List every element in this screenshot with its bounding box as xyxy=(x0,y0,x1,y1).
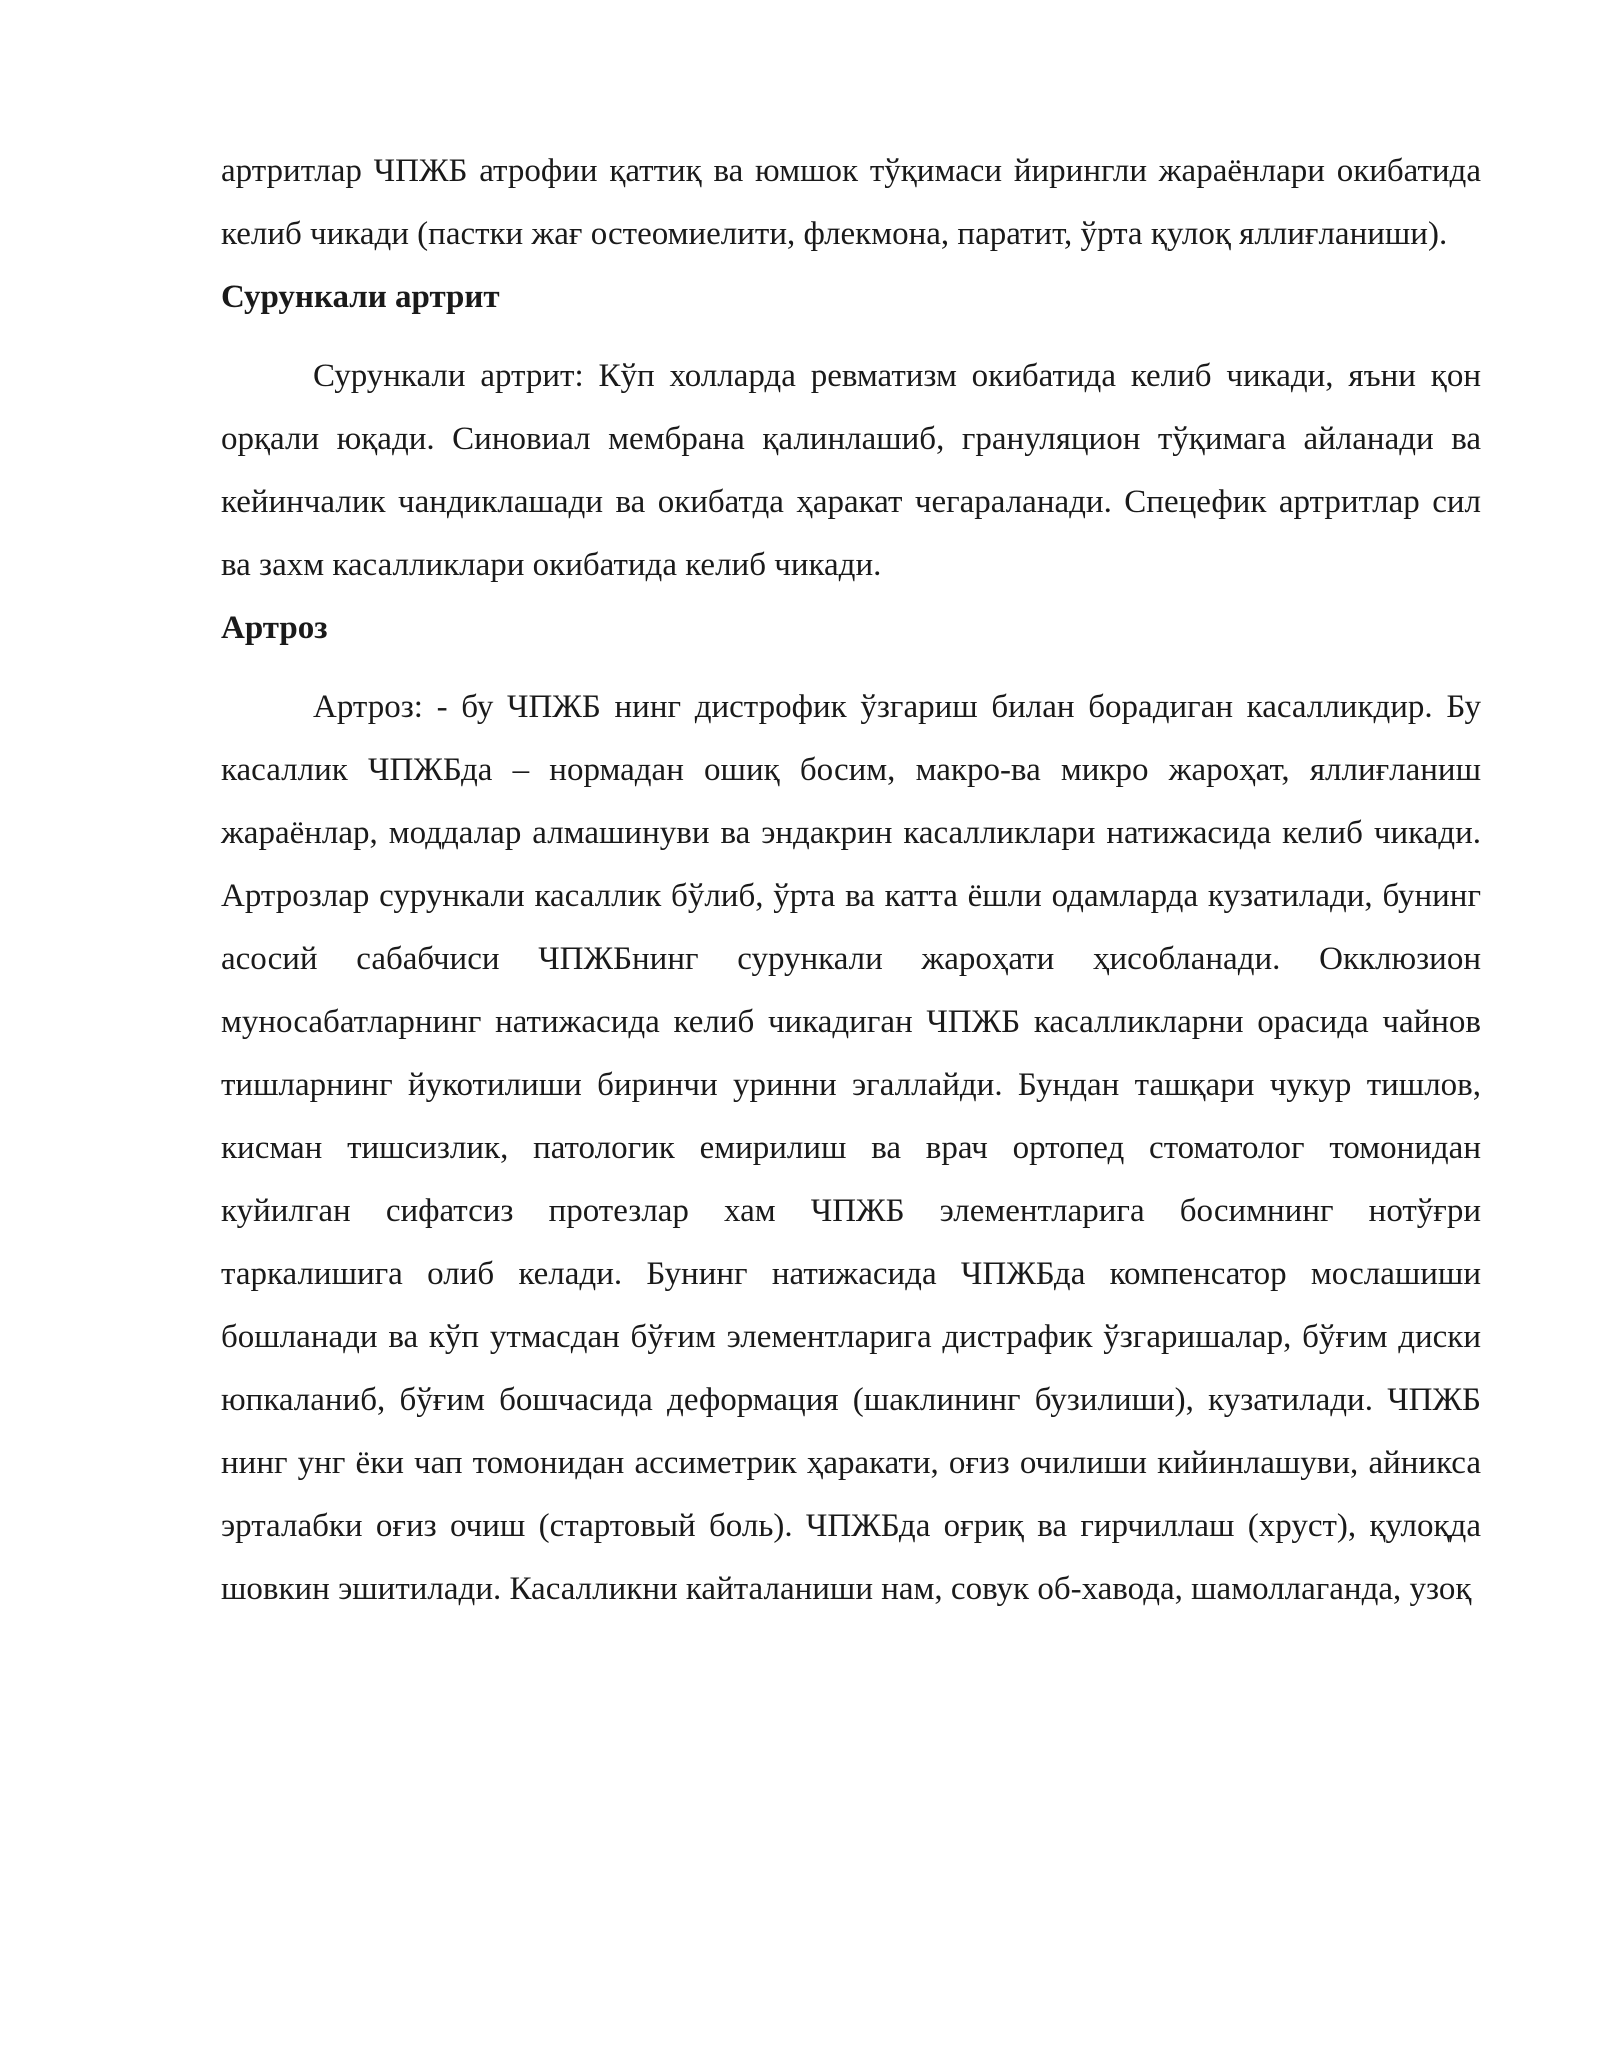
heading-chronic-arthritis: Сурункали артрит xyxy=(221,279,500,315)
paragraph-arthrosis: Артроз: - бу ЧПЖБ нинг дистрофик ўзгариш билан борадиган касалликдир. Бу касаллик ЧПЖБда – нормадан ошиқ босим, макро-ва микро жароҳат, яллиғланиш жараёнлар, моддалар алмашинуви ва эндакрин касалликлари натижасида келиб чикади. Артрозлар сурункали касаллик бўлиб, ўрта ва катта ёшли одамларда кузатилади, бунинг асосий сабабчиси ЧПЖБнинг сурункали жароҳати ҳисобланади. Окклюзион муносабатларнинг натижасида келиб чикадиган ЧПЖБ касалликларни орасида чайнов тишларнинг йукотилиши биринчи уринни эгаллайди. Бундан ташқари чукур тишлов, кисман тишсизлик, патологик емирилиш ва врач ортопед стоматолог томонидан куйилган сифатсиз протезлар хам ЧПЖБ элементларига босимнинг нотўғри таркалишига олиб келади. Бунинг натижасида ЧПЖБда компенсатор мослашиши бошланади ва кўп утмасдан бўғим элементларига дистрафик ўзгаришалар, бўғим диски юпкаланиб, бўғим бошчасида деформация (шаклининг бузилиши), кузатилади. ЧПЖБ нинг унг ёки чап томонидан ассиметрик ҳаракати, оғиз очилиши кийинлашуви, айникса эрталабки оғиз очиш (стартовый боль). ЧПЖБда оғриқ ва гирчиллаш (хруст), қулоқда шовкин эшитилади. Касалликни кайталаниши нам, совук об-хавода, шамоллаганда, узоқ xyxy=(221,689,1481,1607)
paragraph-chronic-arthritis: Сурункали артрит: Кўп холларда ревматизм окибатида келиб чикади, яъни қон орқали юқади. Синовиал мембрана қалинлашиб, грануляцион тўқимага айланади ва кейинчалик чандиклашади ва окибатда ҳаракат чегараланади. Спецефик артритлар сил ва захм касалликлари окибатида келиб чикади. xyxy=(221,358,1481,583)
document-body xyxy=(221,140,1481,1621)
heading-arthrosis: Артроз xyxy=(221,610,328,646)
paragraph-intro: артритлар ЧПЖБ атрофии қаттиқ ва юмшок тўқимаси йирингли жараёнлари окибатида келиб чикади (пастки жағ остеомиелити, флекмона, паратит, ўрта қулоқ яллиғланиши). xyxy=(221,153,1481,252)
